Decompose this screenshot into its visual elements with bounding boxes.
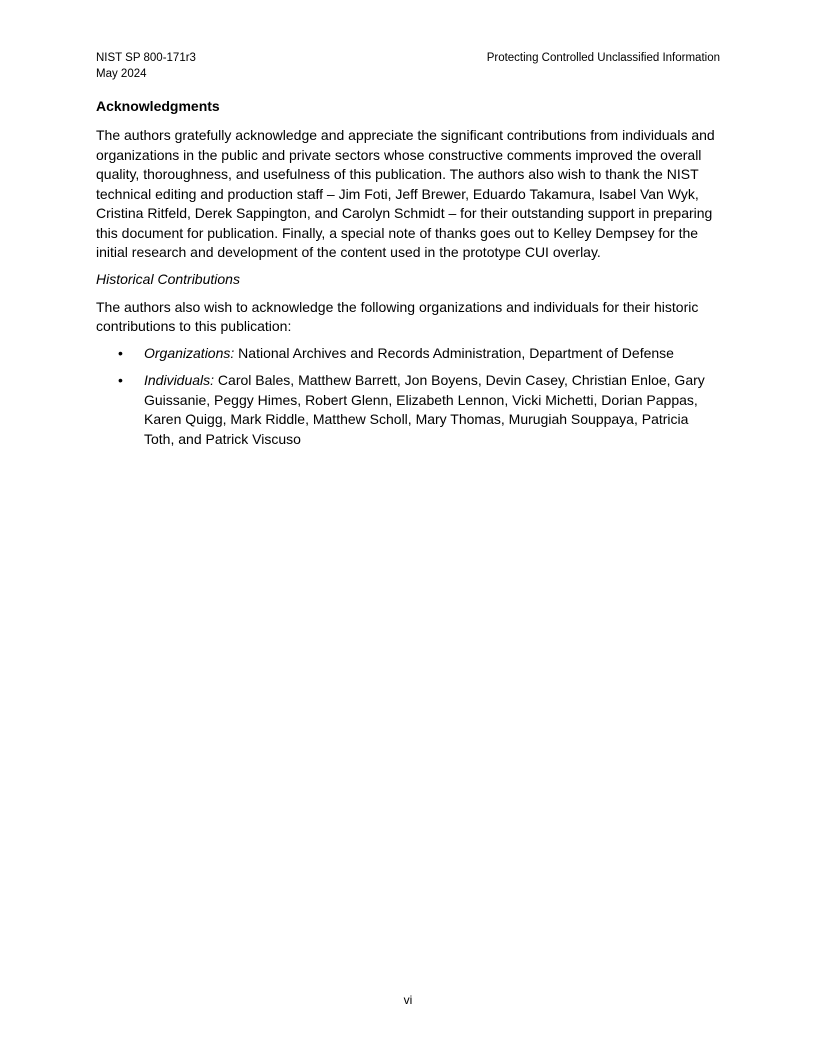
historical-contributions-heading: Historical Contributions: [96, 270, 240, 287]
publication-date: May 2024: [96, 68, 147, 80]
individuals-text: Carol Bales, Matthew Barrett, Jon Boyens, Devin Casey, Christian Enloe, Gary Guissanie, Peggy Himes, Robert Glenn, Elizabeth Lennon, Vicki Michetti, Dorian Pappas, Karen Quigg, Mark Riddle, Matthew Scholl, Mary Thomas, Murugiah Souppaya, Patricia Toth, and Patrick Viscuso: [144, 372, 705, 447]
bullet-icon: •: [118, 344, 123, 361]
bullet-icon: •: [118, 372, 123, 388]
list-item-individuals: [96, 371, 721, 449]
contributors-list: [96, 344, 721, 450]
running-header-title: Protecting Controlled Unclassified Information: [486, 52, 720, 64]
acknowledgments-section: [96, 97, 721, 457]
list-item-organizations: [96, 344, 721, 364]
document-id: NIST SP 800-171r3: [96, 52, 196, 64]
individuals-label: Individuals:: [144, 372, 215, 388]
acknowledgments-paragraph: The authors gratefully acknowledge and appreciate the significant contributions from individuals and organizations in the public and private sectors whose constructive comments improved the overall quality, thoroughness, and usefulness of this publication. The authors also wish to thank the NIST technical editing and production staff – Jim Foti, Jeff Brewer, Eduardo Takamura, Isabel Van Wyk, Cristina Ritfeld, Derek Sappington, and Carolyn Schmidt – for their outstanding support in preparing this document for publication. Finally, a special note of thanks goes out to Kelley Dempsey for the initial research and development of the content used in the prototype CUI overlay.: [96, 127, 715, 260]
organizations-text: National Archives and Records Administration, Department of Defense: [234, 344, 674, 361]
section-heading: Acknowledgments: [96, 98, 220, 114]
running-header-left: [96, 50, 196, 82]
historical-contributions-paragraph: The authors also wish to acknowledge the following organizations and individuals for their historic contributions to this publication:: [96, 298, 699, 334]
organizations-label: Organizations:: [144, 344, 235, 361]
page-number: vi: [403, 993, 413, 1007]
